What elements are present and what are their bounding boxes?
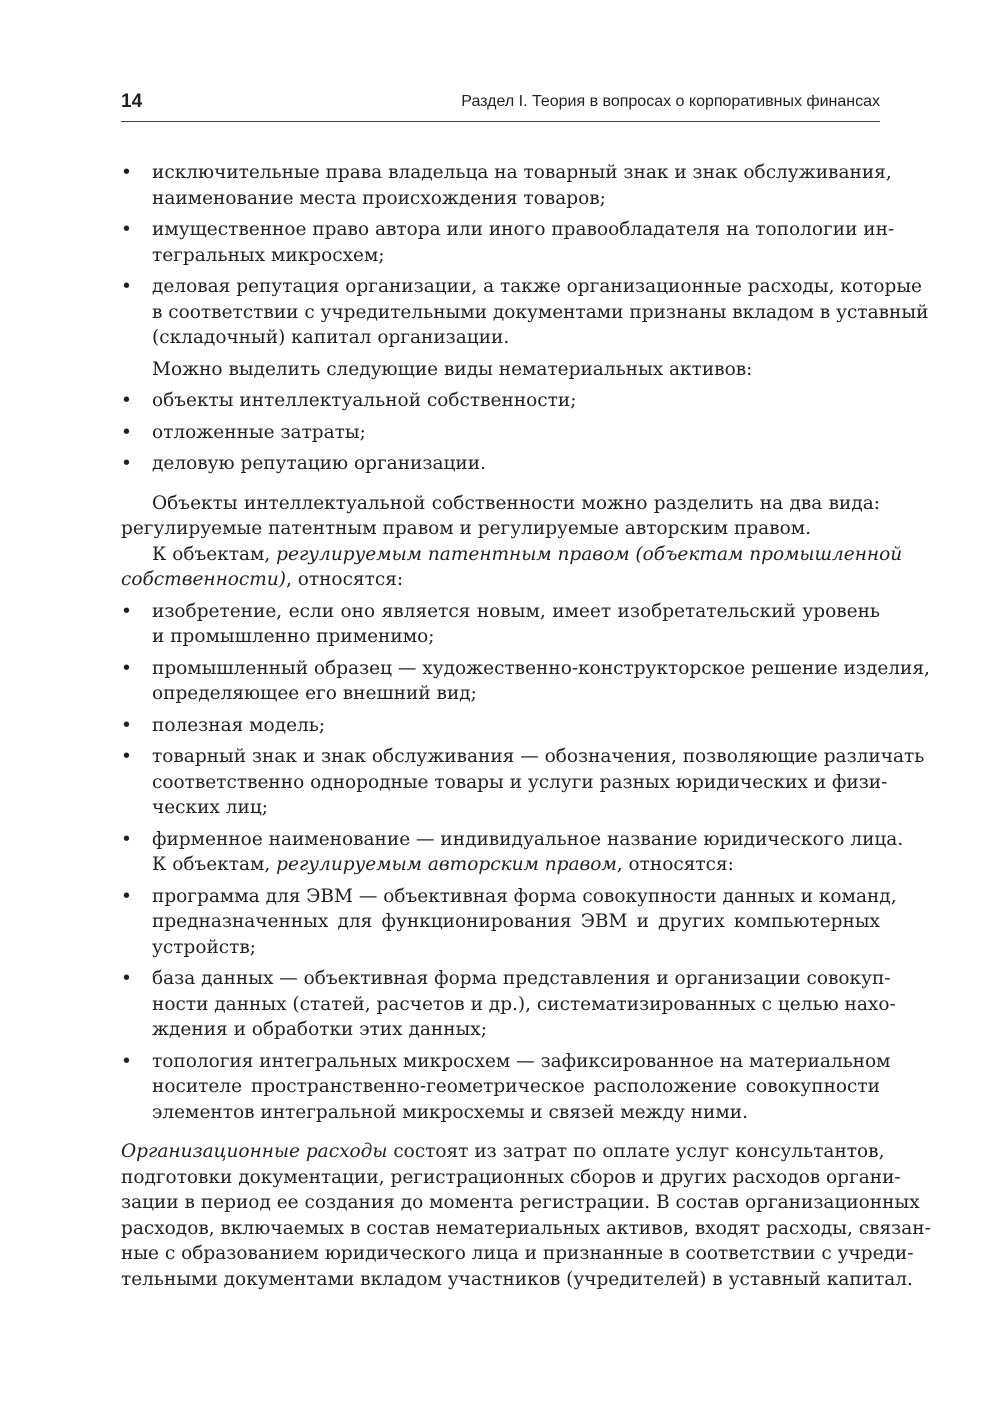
bullet-icon: • <box>121 162 132 183</box>
text-line: товарный знак и знак обслуживания — обозначения, позволяющие различать <box>152 746 925 767</box>
bullet-icon: • <box>121 657 132 679</box>
text-line: ности данных (статей, расчетов и др.), систематизированных с целью нахо- <box>152 993 896 1015</box>
bullet-icon: • <box>121 453 132 474</box>
text-line: объекты интеллектуальной собственности; <box>152 390 577 411</box>
copyright-italic: регулируемым авторским правом <box>276 854 617 875</box>
text-line <box>121 567 880 593</box>
paragraph-patent <box>121 542 903 593</box>
text-line: тельными документами вкладом участников (учредителей) в уставный капитал. <box>121 1268 913 1290</box>
text-line: ческих лиц; <box>152 797 268 818</box>
text-line: наименование места происхождения товаров; <box>152 187 606 209</box>
text-line: регулируемые патентным правом и регулируемые авторским правом. <box>121 518 812 539</box>
text-line: деловую репутацию организации. <box>152 453 486 474</box>
text-line: носителе пространственно-геометрическое расположение совокупности <box>152 1076 880 1097</box>
paragraph-org-expenses <box>121 1139 931 1292</box>
text-line: определяющее его внешний вид; <box>152 683 477 704</box>
bullet-icon: • <box>121 219 132 240</box>
text-line: фирменное наименование — индивидуальное название юридического лица. <box>152 828 904 850</box>
text-line: тегральных микросхем; <box>152 244 385 266</box>
bullet-icon: • <box>121 600 132 622</box>
org-italic: Организационные расходы <box>121 1141 388 1162</box>
running-title: Раздел I. Теория в вопросах о корпоративных финансах <box>461 93 880 110</box>
text-line <box>121 1139 885 1165</box>
text-line: предназначенных для функционирования ЭВМ и других компьютерных <box>152 911 880 932</box>
text-line: топология интегральных микросхем — зафиксированное на материальном <box>152 1050 891 1072</box>
text-line: соответственно однородные товары и услуги разных юридических и физи- <box>152 771 888 793</box>
patent-italic: регулируемым патентным правом (объектам промышленной <box>276 543 903 565</box>
list-item <box>121 451 880 477</box>
list-item <box>121 599 880 650</box>
text-line: зации в период ее создания до момента регистрации. В состав организационных <box>121 1192 920 1213</box>
list-item <box>121 656 930 707</box>
copyright-prefix: К объектам, <box>152 854 277 875</box>
copyright-suffix: , относятся: <box>616 854 734 875</box>
bullet-icon: • <box>121 828 132 850</box>
text-line: подготовки документации, регистрационных сборов и других расходов органи- <box>121 1166 901 1188</box>
text-line <box>121 852 880 878</box>
text-line: исключительные права владельца на товарный знак и знак обслуживания, <box>152 162 892 183</box>
list-item <box>121 160 892 211</box>
text-line: имущественное право автора или иного правообладателя на топологии ин- <box>152 219 895 240</box>
page-header <box>121 88 880 116</box>
paragraph-ip <box>121 491 880 542</box>
list-item <box>121 217 895 268</box>
org-first-rest: состоят из затрат по оплате услуг консультантов, <box>387 1141 885 1162</box>
text-line: ные с образованием юридического лица и признанные в соответствии с учреди- <box>121 1243 914 1264</box>
text-line: изобретение, если оно является новым, имеет изобретательский уровень <box>152 600 880 622</box>
bullet-icon: • <box>121 390 132 411</box>
text-line: и промышленно применимо; <box>152 626 435 647</box>
page-body <box>121 160 931 1292</box>
bullet-icon: • <box>121 1050 132 1072</box>
text-line: ждения и обработки этих данных; <box>152 1019 487 1040</box>
list-item <box>121 744 925 821</box>
list-item <box>121 966 896 1043</box>
text-line: полезная модель; <box>152 714 326 736</box>
header-rule <box>121 121 880 122</box>
text-line: элементов интегральной микросхемы и связей между ними. <box>152 1101 748 1123</box>
text-line: база данных — объективная форма представления и организации совокуп- <box>152 968 891 989</box>
bullet-icon: • <box>121 714 132 736</box>
list-item <box>121 1049 891 1126</box>
bullet-icon: • <box>121 746 132 767</box>
patent-suffix: , относятся: <box>285 569 404 590</box>
paragraph-kinds: Можно выделить следующие виды нематериальных активов: <box>152 358 753 380</box>
text-line: деловая репутация организации, а также организационные расходы, которые <box>152 276 922 297</box>
text-line <box>121 542 903 568</box>
text-line: устройств; <box>152 936 257 958</box>
list-item <box>121 884 897 961</box>
bullet-icon: • <box>121 968 132 989</box>
list-item <box>121 420 880 446</box>
text-line: программа для ЭВМ — объективная форма совокупности данных и команд, <box>152 885 897 907</box>
list-item <box>121 274 929 351</box>
list-item <box>121 713 880 739</box>
paragraph-copyright <box>121 852 880 878</box>
text-line: промышленный образец — художественно-конструкторское решение изделия, <box>152 657 930 679</box>
text-line: отложенные затраты; <box>152 421 366 443</box>
list-item <box>121 827 904 853</box>
text-line: расходов, включаемых в состав нематериальных активов, входят расходы, связан- <box>121 1217 931 1239</box>
patent-prefix: К объектам, <box>152 543 277 565</box>
text-line: Объекты интеллектуальной собственности можно разделить на два вида: <box>152 492 880 514</box>
page-number: 14 <box>121 91 143 112</box>
text-line: (складочный) капитал организации. <box>152 327 510 348</box>
patent-italic-cont: собственности) <box>121 569 286 590</box>
text-line: в соответствии с учредительными документами признаны вкладом в уставный <box>152 301 929 323</box>
bullet-icon: • <box>121 276 132 297</box>
list-item <box>121 388 880 414</box>
bullet-icon: • <box>121 885 132 907</box>
bullet-icon: • <box>121 421 132 443</box>
